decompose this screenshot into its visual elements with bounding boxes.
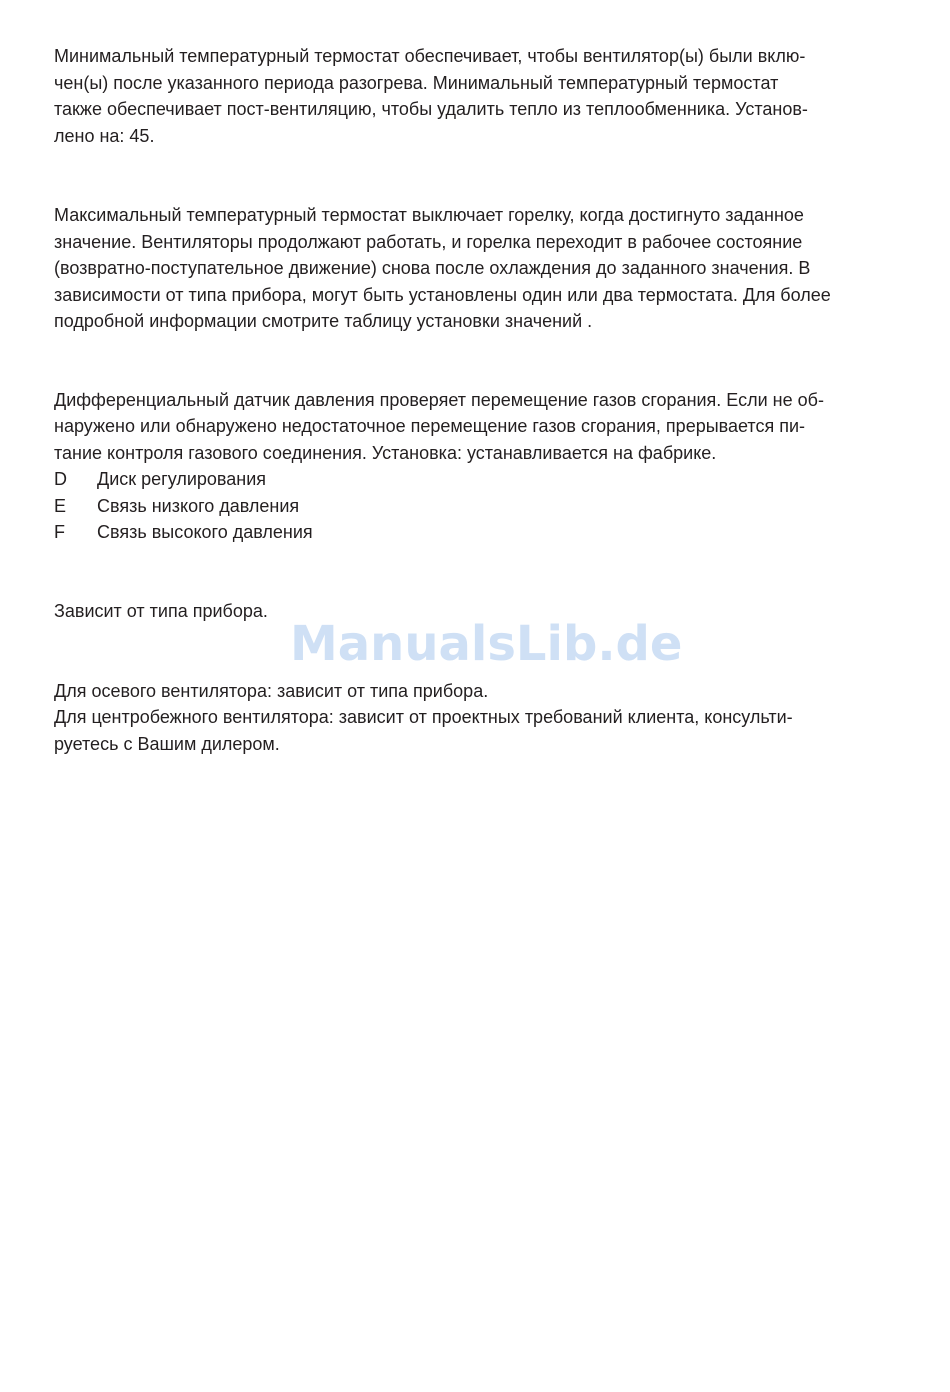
list-item-letter: F [54,522,65,542]
text-line: Дифференциальный датчик давления проверяет перемещение газов сгорания. Если не об- [54,390,824,410]
text-line: Для осевого вентилятора: зависит от типа прибора. [54,681,489,701]
list-item-text: Связь низкого давления [97,496,300,516]
text-line: Зависит от типа прибора. [54,601,268,621]
text-line: лено на: 45. [54,126,155,146]
text-line: (возвратно-поступательное движение) снова после охлаждения до заданного значения. В [54,258,811,278]
text-line: зависимости от типа прибора, могут быть установлены один или два термостата. Для более [54,285,831,305]
watermark-logo: ManualsLib.de [290,616,683,672]
list-item-letter: D [54,469,67,489]
list-item-text: Связь высокого давления [97,522,313,542]
text-line: также обеспечивает пост-вентиляцию, чтобы удалить тепло из теплообменника. Установ- [54,99,808,119]
text-line: Для центробежного вентилятора: зависит от проектных требований клиента, консульти- [54,707,793,727]
text-line: Максимальный температурный термостат выключает горелку, когда достигнуто заданное [54,205,804,225]
text-line: руетесь с Вашим дилером. [54,734,280,754]
text-line: наружено или обнаружено недостаточное перемещение газов сгорания, прерывается пи- [54,416,806,436]
text-line: Минимальный температурный термостат обеспечивает, чтобы вентилятор(ы) были вклю- [54,46,806,66]
text-line: подробной информации смотрите таблицу установки значений . [54,311,593,331]
list-item-text: Диск регулирования [97,469,267,489]
text-line: чен(ы) после указанного периода разогрева. Минимальный температурный термостат [54,73,779,93]
text-line: тание контроля газового соединения. Установка: устанавливается на фабрике. [54,443,717,463]
text-line: значение. Вентиляторы продолжают работать, и горелка переходит в рабочее состояние [54,232,803,252]
list-item-letter: E [54,496,67,516]
